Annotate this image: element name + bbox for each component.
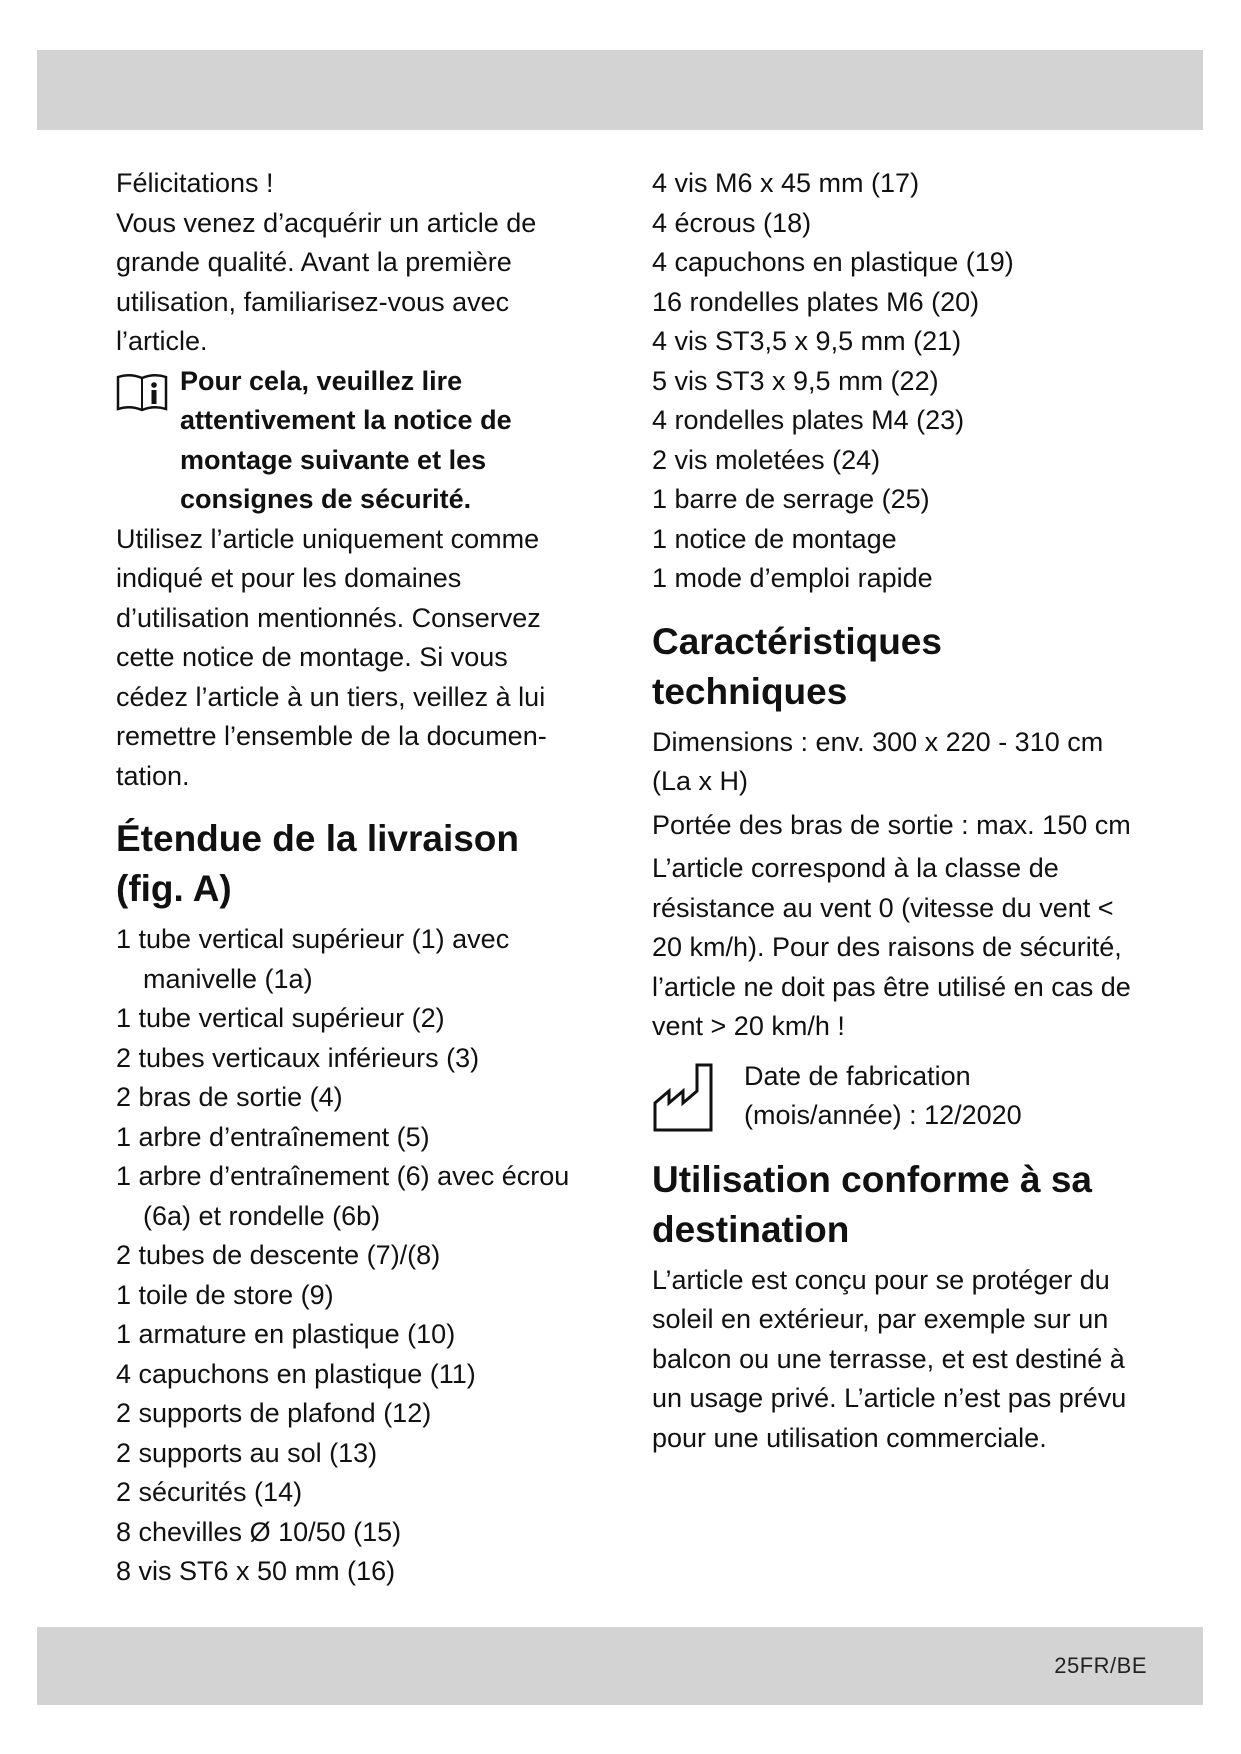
list-item: 5 vis ST3 x 9,5 mm (22) bbox=[652, 365, 939, 396]
list-item: 2 supports de plafond (12) bbox=[116, 1398, 432, 1428]
book-info-icon bbox=[116, 372, 168, 412]
list-item: 2 bras de sortie (4) bbox=[116, 1082, 343, 1112]
manufacture-date bbox=[652, 1057, 1132, 1137]
left-column bbox=[116, 164, 586, 1592]
list-item: 4 vis ST3,5 x 9,5 mm (21) bbox=[652, 326, 962, 356]
purpose-heading: Utilisation conforme à sa destination bbox=[652, 1158, 1092, 1250]
delivery-list bbox=[116, 920, 586, 1592]
list-item: 2 tubes verticaux inférieurs (3) bbox=[116, 1042, 480, 1073]
footer-band bbox=[37, 1627, 1203, 1705]
wind-text: L’article correspond à la classe de résistance au vent 0 (vitesse du vent < 20 km/h). Pour des raisons de sécurité, l’article ne doit pas être utilisé en cas de vent > 20 km/h ! bbox=[652, 853, 1131, 1041]
list-item: 1 toile de store (9) bbox=[116, 1279, 334, 1310]
list-item: 1 notice de montage bbox=[652, 523, 897, 554]
list-item: 1 armature en plastique (10) bbox=[116, 1319, 456, 1349]
delivery-heading: Étendue de la livraison (fig. A) bbox=[116, 818, 520, 909]
list-item: 1 barre de serrage (25) bbox=[652, 484, 930, 514]
intro-text: Vous venez d’acquérir un article de grande qualité. Avant la première utilisation, familiarisez-vous avec l’article. bbox=[116, 207, 537, 356]
list-item: 1 tube vertical supérieur (2) bbox=[116, 1003, 445, 1033]
notice-text: Pour cela, veuillez lire attentivement la notice de montage suivante et les consignes de sécurité. bbox=[180, 365, 512, 514]
manufacture-value: (mois/année) : 12/2020 bbox=[744, 1100, 1022, 1130]
list-item: 2 sécurités (14) bbox=[116, 1477, 303, 1507]
list-item: 2 supports au sol (13) bbox=[116, 1437, 378, 1468]
page-number: 25FR/BE bbox=[1054, 1653, 1147, 1678]
list-item: 4 capuchons en plastique (19) bbox=[652, 247, 1014, 277]
notice-box bbox=[116, 362, 586, 520]
list-item: 8 vis ST6 x 50 mm (16) bbox=[116, 1556, 396, 1586]
tech-heading: Caractéristiques techniques bbox=[652, 620, 942, 712]
reach-text: Portée des bras de sortie : max. 150 cm bbox=[652, 809, 1131, 840]
manufacture-label: Date de fabrication bbox=[744, 1060, 971, 1091]
list-item: 2 tubes de descente (7)/(8) bbox=[116, 1240, 441, 1270]
dimensions-text: Dimensions : env. 300 x 220 - 310 cm (La x H) bbox=[652, 726, 1104, 796]
list-item: 1 arbre d’entraînement (5) bbox=[116, 1121, 430, 1152]
greeting: Félicitations ! bbox=[116, 168, 274, 198]
factory-icon bbox=[652, 1063, 716, 1133]
list-item: 4 écrous (18) bbox=[652, 207, 812, 238]
list-item: 4 rondelles plates M4 (23) bbox=[652, 405, 965, 435]
list-item: 4 vis M6 x 45 mm (17) bbox=[652, 168, 920, 198]
list-item: 1 mode d’emploi rapide bbox=[652, 563, 933, 593]
list-item: 1 tube vertical supérieur (1) avec manivelle (1a) bbox=[116, 924, 510, 994]
usage-text: Utilisez l’article uniquement comme indiqué et pour les domaines d’utilisation mentionnés. Conservez cette notice de montage. Si vous cédez l’article à un tiers, veillez à lui remettre l’ensemble de la documen-tation. bbox=[116, 523, 547, 791]
right-column bbox=[652, 164, 1132, 1458]
list-item: 8 chevilles Ø 10/50 (15) bbox=[116, 1516, 402, 1547]
list-item: 1 arbre d’entraînement (6) avec écrou (6a) et rondelle (6b) bbox=[116, 1161, 570, 1231]
list-item: 4 capuchons en plastique (11) bbox=[116, 1358, 476, 1389]
purpose-text: L’article est conçu pour se protéger du soleil en extérieur, par exemple sur un balcon ou une terrasse, et est destiné à un usage privé. L’article n’est pas prévu pour une utilisation commerciale. bbox=[652, 1264, 1127, 1453]
list-item: 16 rondelles plates M6 (20) bbox=[652, 286, 980, 317]
header-band bbox=[37, 50, 1203, 130]
list-item: 2 vis moletées (24) bbox=[652, 444, 881, 475]
delivery-list-continued bbox=[652, 164, 1132, 599]
